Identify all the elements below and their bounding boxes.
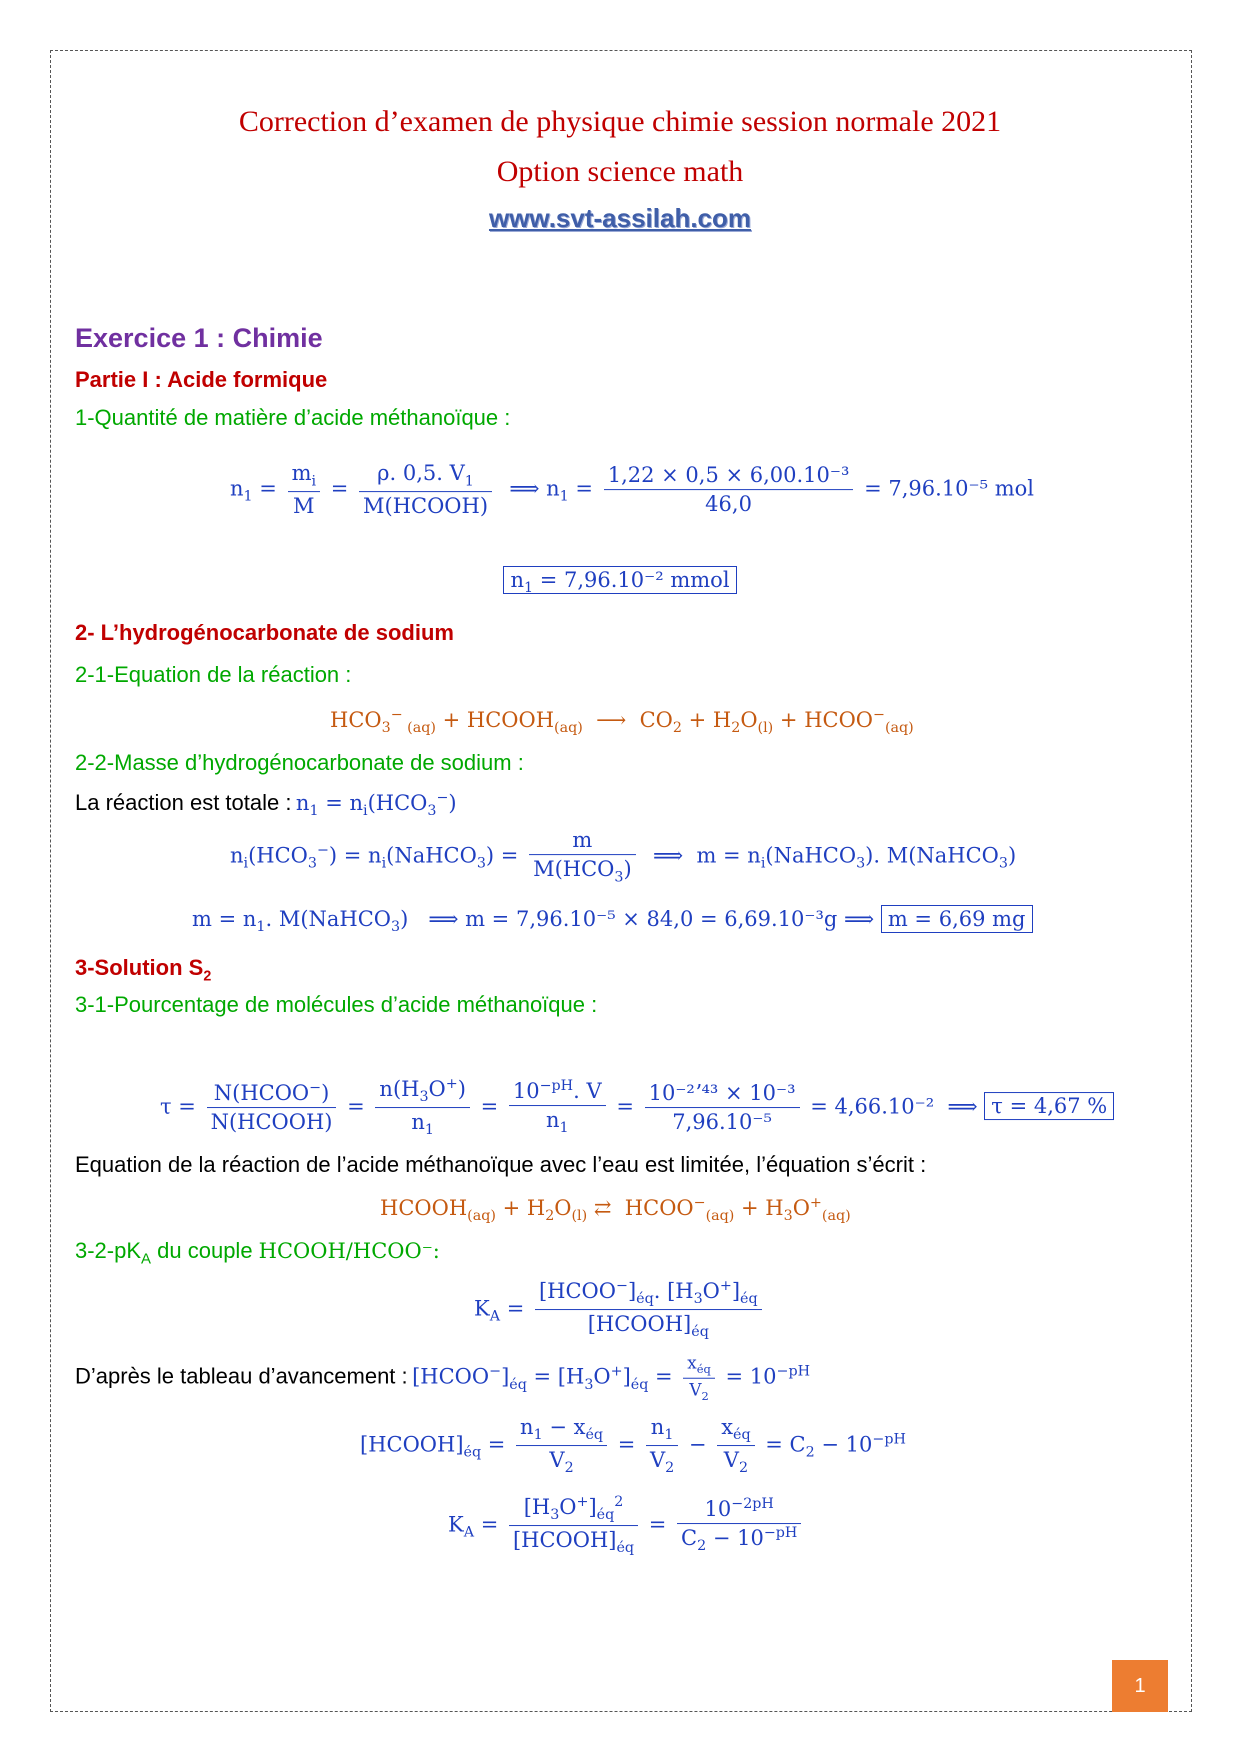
formula-ka: $K_A$ = $\frac{[HCOO^-]_{éq}. [H_3O^+]_{éq}}{[HCOOH]_{éq}}$: [474, 1277, 766, 1343]
page-subtitle: Option science math: [496, 155, 744, 188]
formula-hcooh-eq: $[HCOOH]_{éq}$ = $\frac{n_1 - x_{éq}}{V_2}$ = $\frac{n_1}{V_2}$ − $\frac{x_{éq}}{V_2}$ = $C_2 - 10^{-pH}$: [360, 1413, 906, 1479]
mass-result-line: $m = n_1$. M(NaHCO$_3$) ⟹ m = 7,96.10⁻⁵ × 84,0 = 6,69.10⁻³g ⟹ m = 6,69 mg: [192, 907, 1033, 935]
tableau-text: D’après le tableau d’avancement :: [75, 1363, 408, 1389]
page-number: 1: [1112, 1660, 1168, 1712]
page-title: Correction d’examen de physique chimie session normale 2021: [238, 105, 1002, 138]
formula-n1: $n_1$ = $\frac{m_i}{M}$ = $\frac{\rho. 0,5. V_1}{\text{M(HCOOH)}}$ ⟹ $n_1$ = $\frac{\text{1,22 × 0,5 × 6,00.10⁻³}}{46,0}$ = 7,96.10⁻⁵ mol: [230, 459, 1034, 521]
mass-calc: 7,96.10⁻⁵ × 84,0 = 6,69.10⁻³g: [515, 907, 838, 931]
n1-boxed-unit: mmol: [670, 568, 730, 592]
tableau-line: D’après le tableau d’avancement : $[HCOO^-]_{éq} = [H_3O^+]_{éq}$ = $\frac{x_{éq}}{V_2}$ = $10^{-pH}$: [75, 1352, 811, 1403]
n1-unit: mol: [994, 476, 1035, 501]
tau-calc-numerator: 10⁻²ʼ⁴³ × 10⁻³: [648, 1081, 796, 1106]
reaction-equation-1: $HCO_3^-$ $_{(aq)} + HCOOH_{(aq)}$ ⟶ $CO_2 + H_2O_{(l)}$ + $HCOO^-_{(aq)}$: [330, 707, 914, 737]
tau-result: 4,67 %: [1033, 1094, 1108, 1119]
formula-tau: τ = $\frac{N(HCOO^-)}{\text{N(HCOOH)}}$ = $\frac{n(H_3O^+)}{n_1}$ = $\frac{10^{-pH}. V}{n_1}$ = $\frac{\text{10⁻²ʼ⁴³ × 10⁻³}}{\text{7,96.10⁻⁵}}$ = 4,66.10⁻² ⟹ τ = 4,67 %: [160, 1075, 1114, 1141]
exercise-title: Exercice 1 : Chimie: [75, 323, 323, 353]
website-link[interactable]: www.svt-assilah.com: [488, 203, 752, 233]
tau-calc-denominator: 7,96.10⁻⁵: [645, 1108, 800, 1137]
question-3-1: 3-1-Pourcentage de molécules d’acide méthanoïque :: [75, 992, 598, 1017]
question-2-1: 2-1-Equation de la réaction :: [75, 662, 352, 687]
n1-value: 7,96.10⁻⁵: [888, 476, 989, 501]
calc-numerator: 1,22 × 0,5 × 6,00.10⁻³: [607, 463, 850, 488]
question-1: 1-Quantité de matière d’acide méthanoïque :: [75, 405, 511, 430]
question-3: 3-Solution $S_2$: [75, 955, 212, 985]
limited-reaction-text: Equation de la réaction de l’acide méthanoïque avec l’eau est limitée, l’équation s’écrit :: [75, 1152, 927, 1177]
formula-ka-final: $K_A$ = $\frac{[H_3O^+]_{éq}^2}{[HCOOH]_{éq}}$ = $\frac{10^{-2pH}}{C_2 - 10^{-pH}}$: [448, 1493, 805, 1559]
mass-result: 6,69 mg: [938, 907, 1026, 931]
reaction-equation-2: $HCOOH_{(aq)} + H_2O_{(l)}$ ⇄ $HCOO^-_{(aq)} + H_3O^+_{(aq)}$: [380, 1195, 851, 1225]
question-3-2: $3-2-pK_A$ du couple HCOOH/HCOO⁻:: [75, 1238, 440, 1268]
part-title: Partie I : Acide formique: [75, 367, 328, 392]
question-2-2: 2-2-Masse d’hydrogénocarbonate de sodium :: [75, 750, 524, 775]
total-reaction-line: La réaction est totale : $n_1 = n_i(HCO_3^-)$: [75, 790, 457, 820]
n1-result: $n_1 = 7,96.10^{-2}$ mmol: [0, 568, 1240, 596]
calc-denominator: 46,0: [604, 490, 854, 519]
question-2: 2- L’hydrogénocarbonate de sodium: [75, 620, 454, 645]
formula-mass: $n_i(HCO_3^-)$ = $n_i(NaHCO_3)$ = $\frac{m}{M(HCO_3)}$ ⟹ $m = n_i(NaHCO_3)$. M(NaHCO$_3$): [230, 826, 1016, 888]
tau-value: 4,66.10⁻²: [834, 1094, 935, 1119]
total-text: La réaction est totale :: [75, 790, 292, 815]
n1-boxed-value: 7,96.10⁻²: [564, 568, 664, 592]
